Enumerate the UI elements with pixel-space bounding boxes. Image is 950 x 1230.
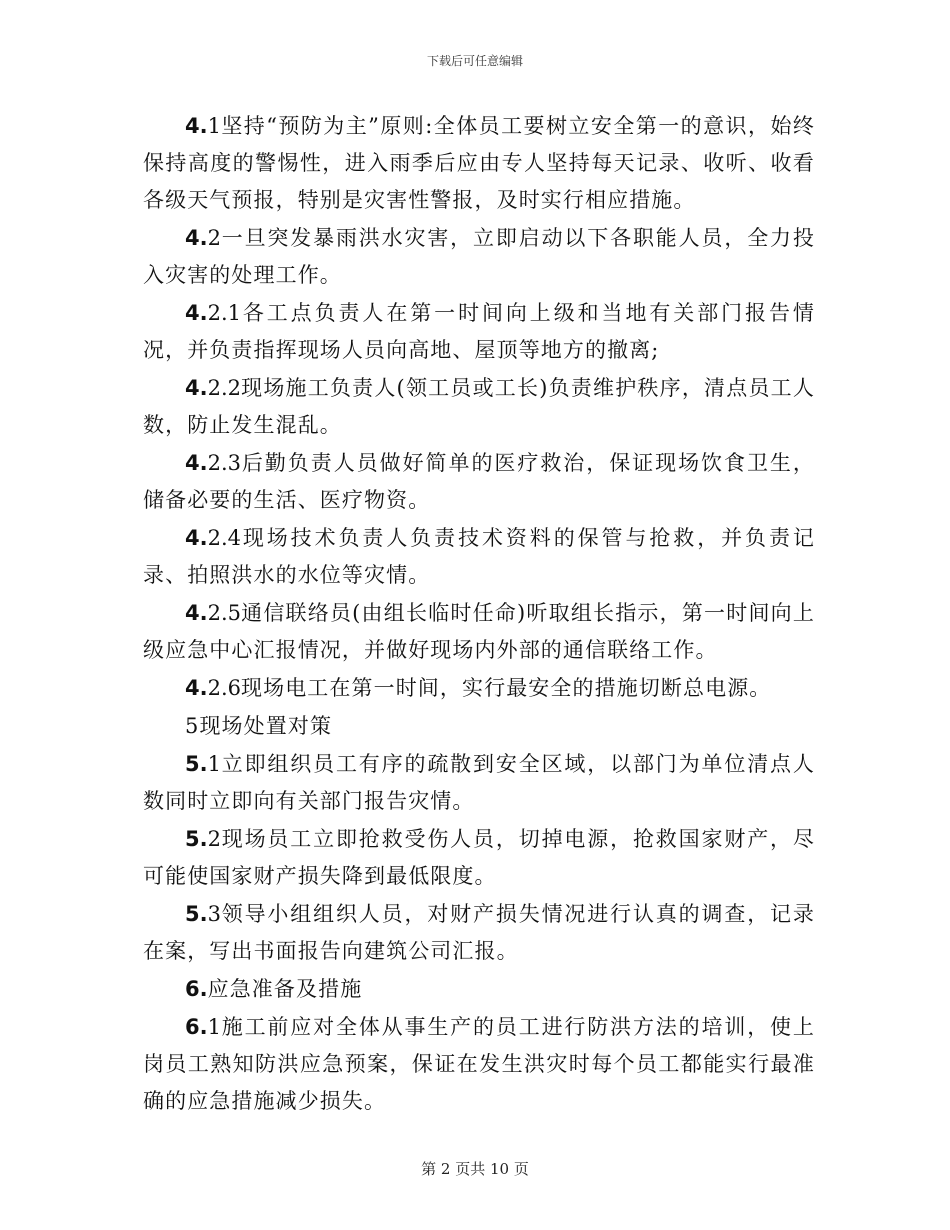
paragraph <box>143 971 815 1008</box>
subsection-number: 2.1 <box>207 301 241 325</box>
paragraph-text: 施工前应对全体从事生产的员工进行防洪方法的培训，使上岗员工熟知防洪应急预案，保证在发生洪灾时每个员工都能实行最准确的应急措施减少损失。 <box>143 1015 815 1113</box>
section-number: 5. <box>185 902 208 926</box>
paragraph <box>143 520 815 594</box>
section-number: 6. <box>185 1015 208 1039</box>
paragraph-text: 应急准备及措施 <box>207 977 363 1001</box>
section-number: 4. <box>185 676 208 700</box>
subsection-number: 1 <box>207 752 221 776</box>
paragraph <box>143 595 815 669</box>
paragraph <box>143 445 815 519</box>
section-number: 4. <box>185 114 208 138</box>
paragraph-text: 现场施工负责人(领工员或工长)负责维护秩序，清点员工人数，防止发生混乱。 <box>143 376 815 437</box>
paragraph-text: 通信联络员(由组长临时任命)听取组长指示，第一时间向上级应急中心汇报情况，并做好现场内外部的通信联络工作。 <box>143 601 815 662</box>
subsection-number: 2.2 <box>207 376 241 400</box>
section-number: 4. <box>185 451 208 475</box>
subsection-number: 2.4 <box>207 526 241 550</box>
subsection-number: 3 <box>207 902 221 926</box>
paragraph-text: 现场员工立即抢救受伤人员，切掉电源，抢救国家财产，尽可能使国家财产损失降到最低限度。 <box>143 827 815 888</box>
subsection-number: 2.3 <box>207 451 241 475</box>
paragraph-text: 立即组织员工有序的疏散到安全区域，以部门为单位清点人数同时立即向有关部门报告灾情。 <box>143 752 815 813</box>
subsection-number: 1 <box>207 114 221 138</box>
page-footer: 第 2 页共 10 页 <box>421 1160 529 1178</box>
subsection-number: 1 <box>207 1015 221 1039</box>
document-body <box>143 108 815 1121</box>
section-number: 4. <box>185 526 208 550</box>
paragraph <box>143 108 815 219</box>
paragraph <box>143 708 815 745</box>
section-number: 4. <box>185 376 208 400</box>
page-header: 下载后可任意编辑 <box>426 54 523 68</box>
subsection-number: 2 <box>207 226 221 250</box>
paragraph-text: 现场技术负责人负责技术资料的保管与抢救，并负责记录、拍照洪水的水位等灾情。 <box>143 526 815 587</box>
paragraph <box>143 746 815 820</box>
section-number: 4. <box>185 301 208 325</box>
section-number: 4. <box>185 226 208 250</box>
paragraph-text: 现场电工在第一时间，实行最安全的措施切断总电源。 <box>241 676 772 700</box>
paragraph-text: 坚持“预防为主”原则:全体员工要树立安全第一的意识，始终保持高度的警惕性，进入雨季后应由专人坚持每天记录、收听、收看各级天气预报，特别是灾害性警报，及时实行相应措施。 <box>143 114 815 212</box>
paragraph <box>143 670 815 707</box>
paragraph-text: 一旦突发暴雨洪水灾害，立即启动以下各职能人员，全力投入灾害的处理工作。 <box>143 226 815 287</box>
section-number: 6. <box>185 977 208 1001</box>
paragraph <box>143 821 815 895</box>
paragraph-text: 后勤负责人员做好简单的医疗救治，保证现场饮食卫生，储备必要的生活、医疗物资。 <box>143 451 815 512</box>
section-number: 4. <box>185 601 208 625</box>
subsection-number: 2.5 <box>207 601 241 625</box>
paragraph <box>143 220 815 294</box>
section-number: 5. <box>185 752 208 776</box>
section-number: 5. <box>185 827 208 851</box>
paragraph <box>143 295 815 369</box>
paragraph-text: 领导小组组织人员，对财产损失情况进行认真的调查，记录在案，写出书面报告向建筑公司汇报。 <box>143 902 815 963</box>
paragraph-text: 5现场处置对策 <box>185 714 333 738</box>
paragraph <box>143 896 815 970</box>
paragraph <box>143 370 815 444</box>
subsection-number: 2.6 <box>207 676 241 700</box>
subsection-number: 2 <box>207 827 221 851</box>
paragraph-text: 各工点负责人在第一时间向上级和当地有关部门报告情况，并负责指挥现场人员向高地、屋顶等地方的撤离; <box>143 301 815 362</box>
paragraph <box>143 1009 815 1120</box>
